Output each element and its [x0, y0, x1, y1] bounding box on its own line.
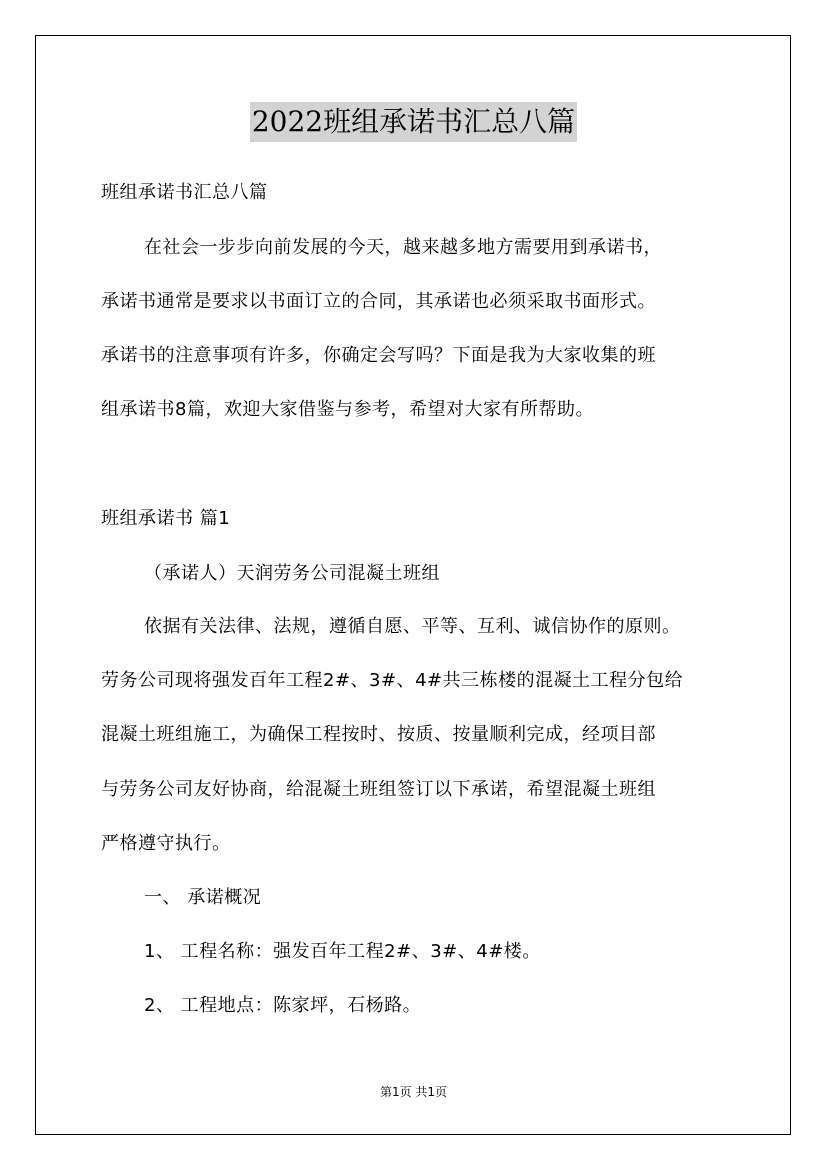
paragraph-line: （承诺人）天润劳务公司混凝土班组	[144, 563, 440, 584]
paragraph-line: 组承诺书8篇，欢迎大家借鉴与参考，希望对大家有所帮助。	[101, 399, 594, 420]
paragraph-line: 承诺书通常是要求以书面订立的合同，其承诺也必须采取书面形式。	[101, 291, 656, 312]
paragraph-line: 混凝土班组施工，为确保工程按时、按质、按量顺利完成，经项目部	[101, 724, 656, 745]
page-footer: 第1页 共1页	[379, 1085, 448, 1099]
paragraph-line: 依据有关法律、法规，遵循自愿、平等、互利、诚信协作的原则。	[144, 616, 681, 637]
list-item: 1、 工程名称：强发百年工程2#、3#、4#楼。	[144, 941, 541, 962]
subtitle-line: 班组承诺书汇总八篇	[101, 182, 268, 203]
paragraph-line: 承诺书的注意事项有许多，你确定会写吗？下面是我为大家收集的班	[101, 345, 656, 366]
list-item: 2、 工程地点：陈家坪，石杨路。	[144, 995, 422, 1016]
section-heading: 班组承诺书 篇1	[101, 508, 231, 529]
paragraph-line: 劳务公司现将强发百年工程2#、3#、4#共三栋楼的混凝土工程分包给	[101, 670, 684, 691]
paragraph-line: 严格遵守执行。	[101, 833, 231, 854]
paragraph-line: 在社会一步步向前发展的今天，越来越多地方需要用到承诺书，	[144, 237, 662, 258]
list-heading: 一、 承诺概况	[144, 887, 262, 908]
document-title: 2022班组承诺书汇总八篇	[250, 102, 577, 142]
paragraph-line: 与劳务公司友好协商，给混凝土班组签订以下承诺，希望混凝土班组	[101, 779, 656, 800]
title-container	[0, 102, 827, 142]
